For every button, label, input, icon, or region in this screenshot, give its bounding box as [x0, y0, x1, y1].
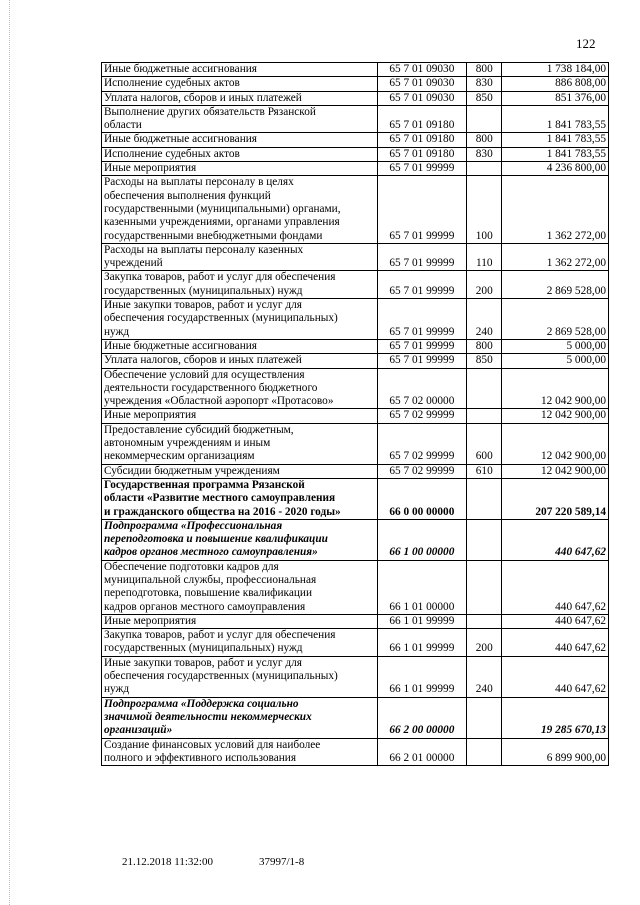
row-expense-type: 240 — [467, 656, 502, 697]
row-name — [102, 63, 378, 77]
row-amount: 440 647,62 — [502, 519, 609, 560]
row-expense-type — [467, 105, 502, 133]
row-name — [102, 91, 378, 105]
row-name-line: Субсидии бюджетным учреждениям — [104, 464, 280, 477]
row-name — [102, 629, 378, 657]
row-target-code: 66 2 00 00000 — [377, 697, 467, 738]
row-name-line: обеспечения государственных (муниципальных) — [104, 670, 338, 683]
row-name — [102, 464, 378, 478]
row-amount: 440 647,62 — [502, 656, 609, 697]
row-expense-type — [467, 614, 502, 628]
row-name-line: переподготовка, повышение квалификации — [104, 587, 313, 600]
row-name — [102, 478, 378, 519]
row-expense-type — [467, 519, 502, 560]
row-amount: 12 042 900,00 — [502, 409, 609, 423]
row-target-code: 65 7 01 09180 — [377, 133, 467, 147]
row-name-line: обеспечения государственных (муниципальных) — [104, 312, 338, 325]
row-name — [102, 162, 378, 176]
row-expense-type: 110 — [467, 243, 502, 271]
row-name-line: Предоставление субсидий бюджетным, — [104, 423, 294, 436]
row-target-code: 66 0 00 00000 — [377, 478, 467, 519]
row-expense-type: 610 — [467, 464, 502, 478]
row-expense-type — [467, 368, 502, 409]
row-expense-type: 830 — [467, 77, 502, 91]
row-amount: 4 236 800,00 — [502, 162, 609, 176]
row-amount: 1 841 783,55 — [502, 105, 609, 133]
row-target-code: 65 7 01 99999 — [377, 354, 467, 368]
row-name-line: Иные мероприятия — [104, 614, 197, 627]
row-expense-type: 200 — [467, 629, 502, 657]
row-expense-type: 850 — [467, 354, 502, 368]
row-target-code: 65 7 01 99999 — [377, 271, 467, 299]
row-name — [102, 339, 378, 353]
table-row — [102, 614, 609, 628]
row-target-code: 65 7 01 09030 — [377, 63, 467, 77]
row-name — [102, 614, 378, 628]
row-name-line: значимой деятельности некоммерческих — [104, 710, 312, 723]
row-name — [102, 423, 378, 464]
row-amount: 12 042 900,00 — [502, 423, 609, 464]
row-name-line: Иные бюджетные ассигнования — [104, 63, 257, 75]
row-expense-type: 240 — [467, 299, 502, 340]
row-expense-type — [467, 478, 502, 519]
row-name-line: деятельности государственного бюджетного — [104, 381, 318, 394]
row-amount: 19 285 670,13 — [502, 697, 609, 738]
row-expense-type: 600 — [467, 423, 502, 464]
row-amount: 886 808,00 — [502, 77, 609, 91]
row-target-code: 65 7 02 99999 — [377, 464, 467, 478]
table-row — [102, 133, 609, 147]
row-name-line: Расходы на выплаты персоналу казенных — [104, 243, 304, 256]
row-name-line: организаций» — [104, 724, 173, 737]
row-name-line: Обеспечение подготовки кадров для — [104, 560, 279, 573]
footer-document-code: 37997/1-8 — [259, 856, 305, 868]
row-name-line: Уплата налогов, сборов и иных платежей — [104, 354, 302, 367]
row-name-line: области — [104, 119, 142, 132]
row-expense-type — [467, 738, 502, 766]
row-target-code: 66 2 01 00000 — [377, 738, 467, 766]
row-amount: 1 841 783,55 — [502, 133, 609, 147]
row-amount: 851 376,00 — [502, 91, 609, 105]
row-expense-type — [467, 560, 502, 614]
row-target-code: 66 1 00 00000 — [377, 519, 467, 560]
row-target-code: 65 7 01 99999 — [377, 176, 467, 243]
row-expense-type: 200 — [467, 271, 502, 299]
row-amount: 12 042 900,00 — [502, 368, 609, 409]
table-row — [102, 368, 609, 409]
row-target-code: 65 7 01 99999 — [377, 299, 467, 340]
row-name-line: Государственная программа Рязанской — [104, 478, 305, 491]
row-name — [102, 147, 378, 161]
row-name-line: некоммерческим организациям — [104, 450, 255, 463]
row-name-line: казенными учреждениями, органами управления — [104, 216, 340, 229]
binding-edge — [0, 0, 10, 905]
row-amount: 2 869 528,00 — [502, 299, 609, 340]
row-name-line: Исполнение судебных актов — [104, 147, 240, 160]
row-name-line: Иные мероприятия — [104, 409, 197, 422]
row-name-line: Иные закупки товаров, работ и услуг для — [104, 299, 302, 312]
row-target-code: 65 7 02 99999 — [377, 423, 467, 464]
row-target-code: 65 7 01 99999 — [377, 243, 467, 271]
row-name-line: Создание финансовых условий для наиболее — [104, 738, 321, 751]
row-target-code: 65 7 01 09030 — [377, 91, 467, 105]
row-name-line: государственными внебюджетными фондами — [104, 229, 323, 242]
table-row — [102, 299, 609, 340]
row-name — [102, 176, 378, 243]
row-name — [102, 409, 378, 423]
row-amount: 5 000,00 — [502, 354, 609, 368]
row-expense-type — [467, 697, 502, 738]
row-name-line: полного и эффективного использования — [104, 751, 297, 764]
row-target-code: 65 7 02 99999 — [377, 409, 467, 423]
table-row — [102, 423, 609, 464]
row-name-line: Иные закупки товаров, работ и услуг для — [104, 656, 302, 669]
row-name-line: Закупка товаров, работ и услуг для обеспечения — [104, 629, 336, 642]
row-name — [102, 243, 378, 271]
table-row — [102, 339, 609, 353]
row-name — [102, 738, 378, 766]
table-row — [102, 77, 609, 91]
row-amount: 440 647,62 — [502, 560, 609, 614]
row-amount: 6 899 900,00 — [502, 738, 609, 766]
row-amount: 12 042 900,00 — [502, 464, 609, 478]
table-row — [102, 738, 609, 766]
table-row — [102, 629, 609, 657]
row-amount: 5 000,00 — [502, 339, 609, 353]
row-name-line: учреждений — [104, 257, 163, 270]
row-name — [102, 133, 378, 147]
row-name-line: государственных (муниципальных) нужд — [104, 284, 303, 297]
table-row — [102, 271, 609, 299]
row-amount: 1 362 272,00 — [502, 176, 609, 243]
row-name-line: Закупка товаров, работ и услуг для обеспечения — [104, 271, 336, 284]
row-name-line: обеспечения выполнения функций — [104, 189, 271, 202]
row-amount: 207 220 589,14 — [502, 478, 609, 519]
row-target-code: 66 1 01 99999 — [377, 614, 467, 628]
row-name-line: учреждения «Областной аэропорт «Протасово» — [104, 395, 334, 408]
row-name — [102, 77, 378, 91]
footer-date: 21.12.2018 11:32:00 — [122, 856, 213, 868]
row-target-code: 65 7 02 00000 — [377, 368, 467, 409]
row-name-line: Обеспечение условий для осуществления — [104, 368, 305, 381]
row-name-line: Подпрограмма «Профессиональная — [104, 519, 283, 532]
row-name-line: Уплата налогов, сборов и иных платежей — [104, 91, 302, 104]
row-name-line: нужд — [104, 325, 130, 338]
row-name-line: муниципальной службы, профессиональная — [104, 573, 317, 586]
row-amount: 440 647,62 — [502, 629, 609, 657]
row-target-code: 65 7 01 09180 — [377, 147, 467, 161]
row-name — [102, 271, 378, 299]
row-amount: 1 738 184,00 — [502, 63, 609, 77]
table-row — [102, 656, 609, 697]
table-row — [102, 243, 609, 271]
row-target-code: 65 7 01 09180 — [377, 105, 467, 133]
table-row — [102, 147, 609, 161]
row-expense-type: 800 — [467, 63, 502, 77]
row-name — [102, 519, 378, 560]
row-expense-type: 850 — [467, 91, 502, 105]
table-row — [102, 519, 609, 560]
row-name-line: кадров органов местного самоуправления — [104, 600, 306, 613]
row-name — [102, 697, 378, 738]
page-number: 122 — [576, 36, 596, 51]
row-name — [102, 560, 378, 614]
row-name — [102, 299, 378, 340]
table-row — [102, 697, 609, 738]
row-amount: 2 869 528,00 — [502, 271, 609, 299]
row-expense-type: 100 — [467, 176, 502, 243]
table-row — [102, 409, 609, 423]
row-expense-type: 830 — [467, 147, 502, 161]
table-row — [102, 63, 609, 77]
row-name-line: Расходы на выплаты персоналу в целях — [104, 176, 294, 189]
row-name-line: Иные мероприятия — [104, 162, 197, 175]
row-name-line: Иные бюджетные ассигнования — [104, 133, 257, 146]
row-name-line: Выполнение других обязательств Рязанской — [104, 105, 316, 118]
table-row — [102, 354, 609, 368]
row-expense-type — [467, 409, 502, 423]
row-target-code: 66 1 01 99999 — [377, 656, 467, 697]
row-name-line: области «Развитие местного самоуправления — [104, 492, 336, 505]
row-name-line: Подпрограмма «Поддержка социально — [104, 697, 299, 710]
table-row — [102, 478, 609, 519]
budget-table — [101, 62, 609, 766]
row-target-code: 66 1 01 99999 — [377, 629, 467, 657]
row-name-line: Иные бюджетные ассигнования — [104, 339, 257, 352]
row-target-code: 65 7 01 99999 — [377, 162, 467, 176]
table-row — [102, 464, 609, 478]
row-target-code: 65 7 01 99999 — [377, 339, 467, 353]
row-name — [102, 656, 378, 697]
table-row — [102, 91, 609, 105]
row-expense-type — [467, 162, 502, 176]
row-expense-type: 800 — [467, 133, 502, 147]
row-expense-type: 800 — [467, 339, 502, 353]
row-name — [102, 368, 378, 409]
row-name-line: государственных (муниципальных) нужд — [104, 642, 303, 655]
table-row — [102, 176, 609, 243]
row-name-line: кадров органов местного самоуправления» — [104, 546, 318, 559]
budget-table-body — [102, 63, 609, 766]
row-target-code: 66 1 01 00000 — [377, 560, 467, 614]
row-amount: 1 362 272,00 — [502, 243, 609, 271]
row-amount: 440 647,62 — [502, 614, 609, 628]
row-name-line: автономным учреждениям и иным — [104, 437, 271, 450]
row-name-line: и гражданского общества на 2016 - 2020 годы» — [104, 505, 341, 518]
row-name-line: государственными (муниципальными) органами, — [104, 202, 341, 215]
row-name — [102, 105, 378, 133]
table-row — [102, 560, 609, 614]
row-target-code: 65 7 01 09030 — [377, 77, 467, 91]
row-name-line: нужд — [104, 683, 130, 696]
table-row — [102, 105, 609, 133]
row-name — [102, 354, 378, 368]
table-row — [102, 162, 609, 176]
row-amount: 1 841 783,55 — [502, 147, 609, 161]
row-name-line: Исполнение судебных актов — [104, 77, 240, 90]
row-name-line: переподготовка и повышение квалификации — [104, 533, 328, 546]
